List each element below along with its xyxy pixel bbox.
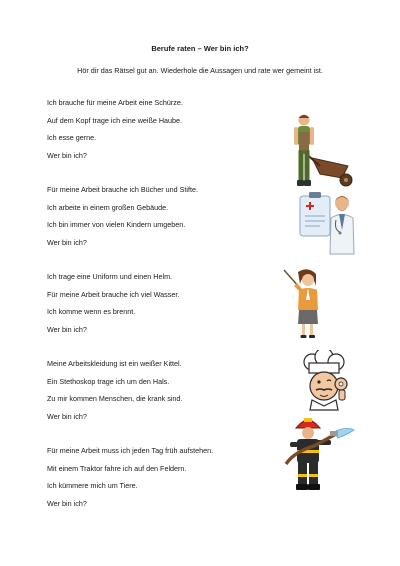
riddle-line: Für meine Arbeit muss ich jeden Tag früh aufstehen. bbox=[47, 446, 214, 455]
riddle-line: Ein Stethoskop trage ich um den Hals. bbox=[47, 376, 170, 386]
riddle-question: Wer bin ich? bbox=[47, 324, 87, 334]
riddle-line: Ich arbeite in einem großen Gebäude. bbox=[47, 202, 169, 212]
riddle-line: Zu mir kommen Menschen, die krank sind. bbox=[47, 394, 183, 403]
riddle-line: Ich kümmere mich um Tiere. bbox=[47, 481, 138, 490]
doctor-clipboard-icon bbox=[298, 190, 358, 256]
firefighter-hose-icon bbox=[284, 412, 356, 492]
riddle-line: Ich komme wenn es brennt. bbox=[47, 307, 136, 316]
riddle-question: Wer bin ich? bbox=[47, 411, 87, 421]
riddle-3 bbox=[47, 272, 287, 342]
riddle-line: Ich bin immer von vielen Kindern umgeben. bbox=[47, 220, 186, 229]
riddle-question: Wer bin ich? bbox=[47, 237, 87, 247]
chef-okay-icon bbox=[300, 350, 350, 412]
worksheet-instruction: Hör dir das Rätsel gut an. Wiederhole die Aussagen und rate wer gemeint ist. bbox=[77, 66, 323, 75]
riddle-1 bbox=[47, 98, 287, 168]
riddle-2 bbox=[47, 185, 287, 255]
gardener-wheelbarrow-icon bbox=[290, 110, 356, 190]
riddle-line: Ich trage eine Uniform und einen Helm. bbox=[47, 272, 173, 281]
riddle-line: Meine Arbeitskleidung ist ein weißer Kittel. bbox=[47, 359, 182, 368]
riddle-line: Auf dem Kopf trage ich eine weiße Haube. bbox=[47, 115, 183, 125]
riddle-line: Ich brauche für meine Arbeit eine Schürze. bbox=[47, 98, 183, 107]
worksheet-title: Berufe raten – Wer bin ich? bbox=[151, 44, 249, 53]
riddle-5 bbox=[47, 446, 287, 516]
riddle-4 bbox=[47, 359, 287, 429]
riddle-line: Mit einem Traktor fahre ich auf den Feldern. bbox=[47, 463, 187, 473]
riddle-question: Wer bin ich? bbox=[47, 150, 87, 160]
riddle-question: Wer bin ich? bbox=[47, 498, 87, 508]
riddle-line: Ich esse gerne. bbox=[47, 133, 97, 142]
teacher-pointer-icon bbox=[282, 268, 322, 340]
riddle-line: Für meine Arbeit brauche ich Bücher und Stifte. bbox=[47, 185, 199, 194]
riddle-line: Für meine Arbeit brauche ich viel Wasser. bbox=[47, 289, 180, 299]
